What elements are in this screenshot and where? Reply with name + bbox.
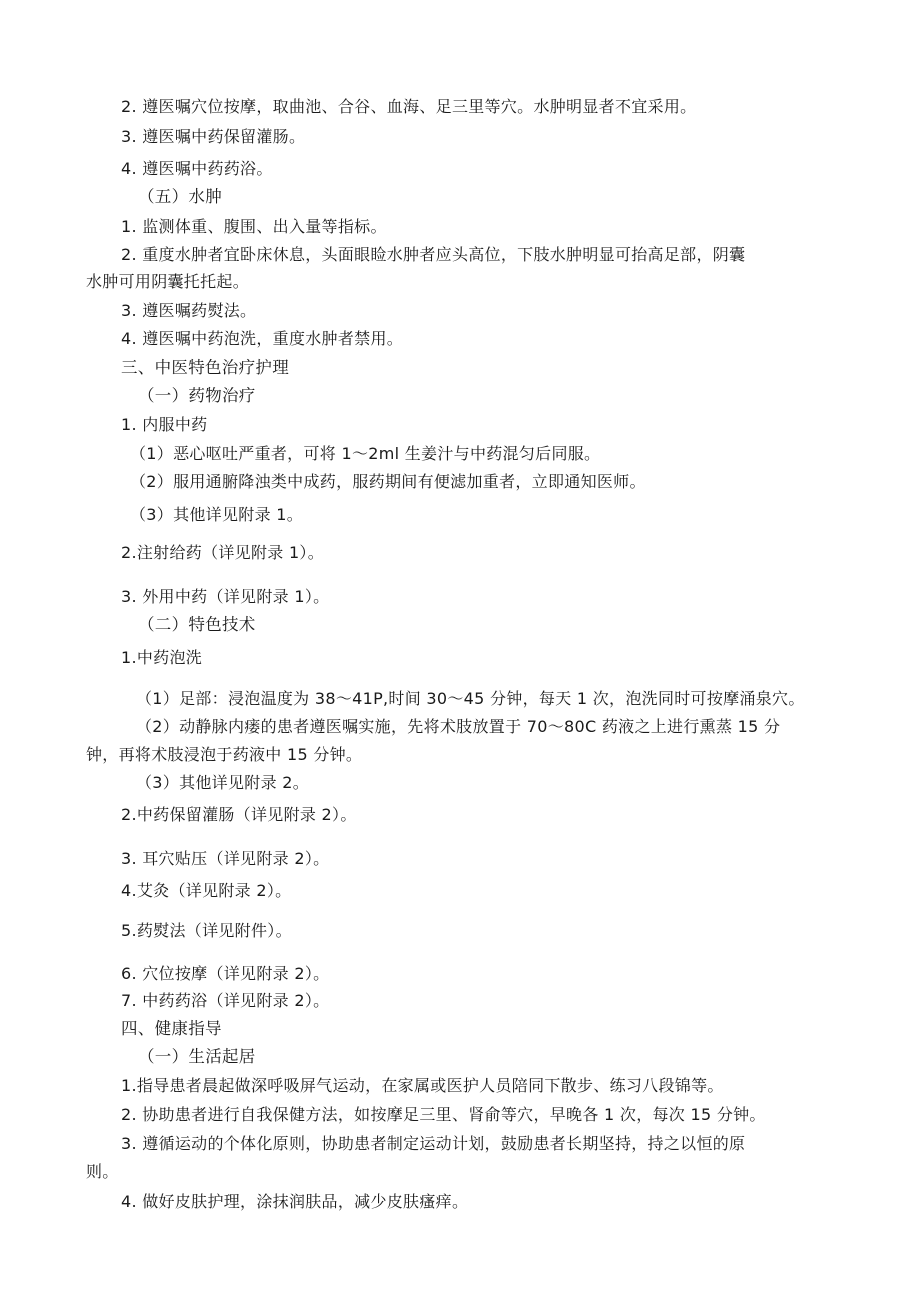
text-line: （2）动静脉内瘘的患者遵医嘱实施，先将术肢放置于 70～80C 药液之上进行熏蒸 15 分 (136, 717, 781, 736)
text-line: 2. 遵医嘱穴位按摩，取曲池、合谷、血海、足三里等穴。水肿明显者不宜采用。 (121, 97, 697, 116)
text-line: （2）服用通腑降浊类中成药，服药期间有便滤加重者，立即通知医师。 (130, 472, 646, 491)
text-line: 钟，再将术肢浸泡于药液中 15 分钟。 (86, 745, 363, 764)
text-line: 3. 遵循运动的个体化原则，协助患者制定运动计划，鼓励患者长期坚持，持之以恒的原 (121, 1134, 746, 1153)
text-line: 3. 耳穴贴压（详见附录 2）。 (121, 849, 330, 868)
text-line: 4. 做好皮肤护理，涂抹润肤品，减少皮肤瘙痒。 (121, 1192, 469, 1211)
chapter-heading: 四、健康指导 (121, 1019, 222, 1038)
text-line: 2. 协助患者进行自我保健方法，如按摩足三里、肾俞等穴，早晚各 1 次，每次 15 分钟。 (121, 1105, 766, 1124)
text-line: 水肿可用阴囊托托起。 (86, 272, 250, 291)
text-line: （3）其他详见附录 2。 (136, 773, 310, 792)
text-line: 6. 穴位按摩（详见附录 2）。 (121, 964, 330, 983)
text-line: 3. 遵医嘱药熨法。 (121, 301, 257, 320)
text-line: 1.指导患者晨起做深呼吸屏气运动，在家属或医护人员陪同下散步、练习八段锦等。 (121, 1076, 724, 1095)
text-line: 3. 外用中药（详见附录 1）。 (121, 587, 330, 606)
section-heading: （一）生活起居 (138, 1047, 256, 1066)
section-heading: （一）药物治疗 (138, 386, 256, 405)
text-line: 7. 中药药浴（详见附录 2）。 (121, 991, 330, 1010)
text-line: （3）其他详见附录 1。 (130, 505, 304, 524)
text-line: 4.艾灸（详见附录 2）。 (121, 881, 292, 900)
text-line: 4. 遵医嘱中药药浴。 (121, 159, 273, 178)
text-line: 1.中药泡洗 (121, 648, 203, 667)
text-line: 5.药熨法（详见附件）。 (121, 921, 292, 940)
section-heading: （五）水肿 (138, 187, 222, 206)
text-line: 2. 重度水肿者宜卧床休息，头面眼睑水肿者应头高位，下肢水肿明显可抬高足部，阴囊 (121, 245, 746, 264)
text-line: 则。 (86, 1162, 119, 1181)
text-line: 3. 遵医嘱中药保留灌肠。 (121, 127, 306, 146)
text-line: 4. 遵医嘱中药泡洗，重度水肿者禁用。 (121, 329, 404, 348)
text-line: 2.注射给药（详见附录 1）。 (121, 543, 325, 562)
text-line: 2.中药保留灌肠（详见附录 2）。 (121, 805, 357, 824)
chapter-heading: 三、中医特色治疗护理 (121, 358, 289, 377)
text-line: 1. 内服中药 (121, 415, 208, 434)
section-heading: （二）特色技术 (138, 615, 256, 634)
text-line: （1）足部：浸泡温度为 38～41P,时间 30～45 分钟，每天 1 次，泡洗同时可按摩涌泉穴。 (136, 689, 805, 708)
text-line: （1）恶心呕吐严重者，可将 1～2ml 生姜汁与中药混匀后同服。 (130, 444, 601, 463)
text-line: 1. 监测体重、腹围、出入量等指标。 (121, 217, 387, 236)
